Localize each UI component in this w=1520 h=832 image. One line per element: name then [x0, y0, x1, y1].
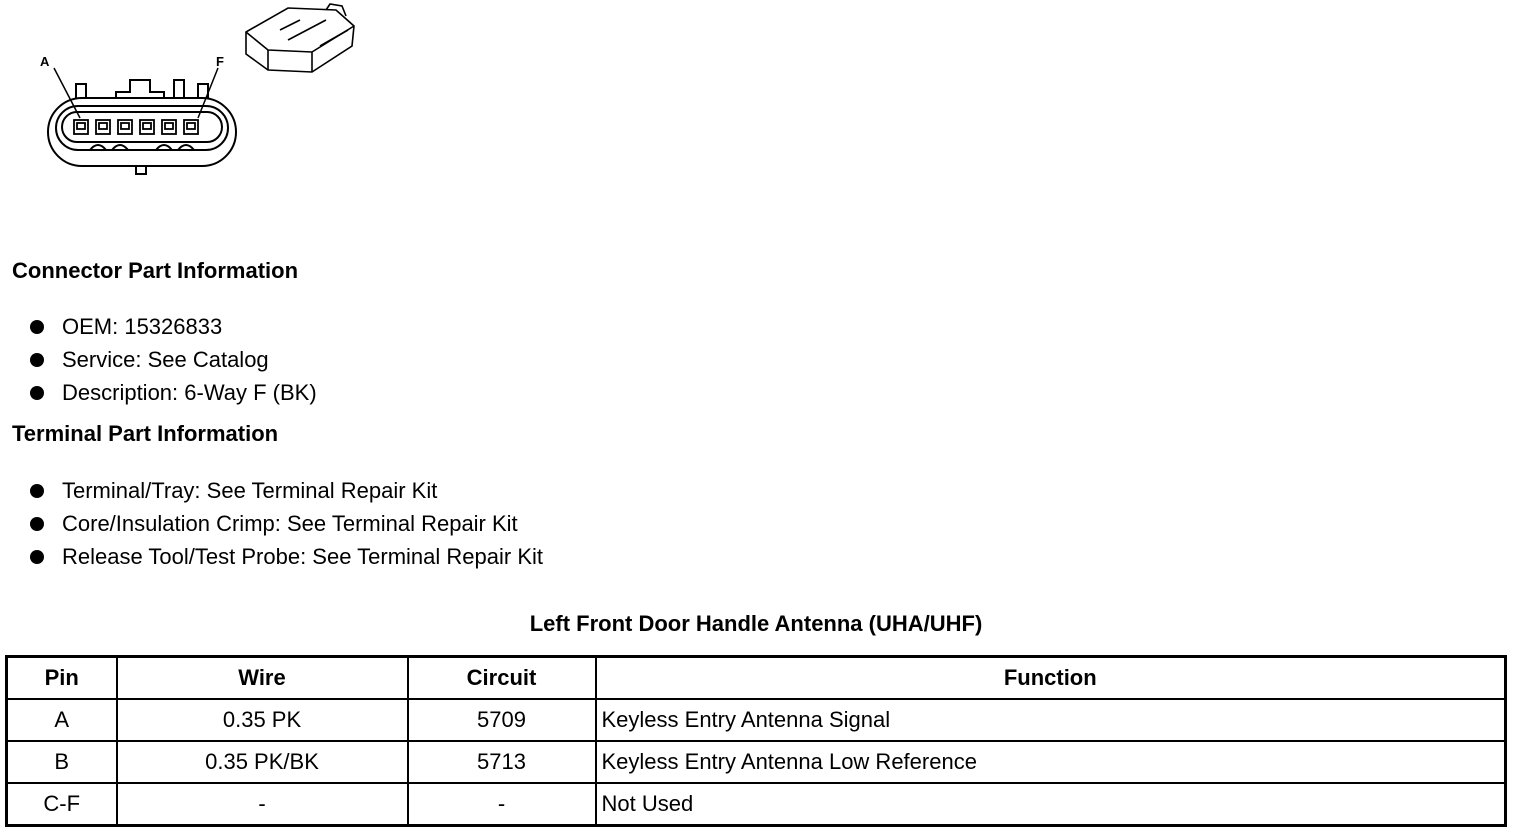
list-item	[30, 376, 317, 409]
terminal-cavity	[74, 120, 88, 134]
list-item-text: Description: 6-Way F (BK)	[62, 380, 317, 405]
table-row	[7, 783, 1506, 826]
header-function: Function	[596, 657, 1506, 700]
bullet-icon	[30, 484, 44, 498]
header-circuit: Circuit	[408, 657, 596, 700]
table-row	[7, 741, 1506, 783]
cell-circuit: 5709	[408, 699, 596, 741]
list-item-text: OEM: 15326833	[62, 314, 223, 339]
table-header-row	[7, 657, 1506, 700]
cell-wire: 0.35 PK/BK	[117, 741, 408, 783]
cell-function: Keyless Entry Antenna Signal	[596, 699, 1506, 741]
cell-wire: 0.35 PK	[117, 699, 408, 741]
list-item	[30, 310, 317, 343]
terminal-cavity-inner	[143, 123, 151, 129]
list-item-text: Terminal/Tray: See Terminal Repair Kit	[62, 478, 438, 503]
connector-part-heading: Connector Part Information	[12, 258, 299, 283]
table-row	[7, 699, 1506, 741]
bullet-icon	[30, 386, 44, 400]
bullet-icon	[30, 353, 44, 367]
cell-function: Keyless Entry Antenna Low Reference	[596, 741, 1506, 783]
terminal-part-heading: Terminal Part Information	[12, 421, 279, 446]
bullet-icon	[30, 550, 44, 564]
bullet-icon	[30, 320, 44, 334]
cell-pin: B	[7, 741, 117, 783]
connector-diagram	[30, 0, 370, 185]
terminal-cavity-inner	[121, 123, 129, 129]
cell-circuit: 5713	[408, 741, 596, 783]
list-item	[30, 540, 543, 573]
header-pin: Pin	[7, 657, 117, 700]
list-item	[30, 507, 543, 540]
connector-isometric-icon	[246, 4, 354, 72]
cell-pin: C-F	[7, 783, 117, 826]
terminal-cavity	[96, 120, 110, 134]
terminal-cavity-inner	[187, 123, 195, 129]
bullet-icon	[30, 517, 44, 531]
list-item-text: Release Tool/Test Probe: See Terminal Repair Kit	[62, 544, 543, 569]
connector-part-list	[30, 310, 317, 409]
cell-circuit: -	[408, 783, 596, 826]
list-item	[30, 343, 317, 376]
terminal-cavity-inner	[77, 123, 85, 129]
pin-table	[5, 655, 1507, 827]
table-title: Left Front Door Handle Antenna (UHA/UHF)	[529, 611, 983, 636]
list-item-text: Service: See Catalog	[62, 347, 269, 372]
list-item	[30, 474, 543, 507]
terminal-part-list	[30, 474, 543, 573]
cell-function: Not Used	[596, 783, 1506, 826]
cell-wire: -	[117, 783, 408, 826]
terminal-cavity-inner	[99, 123, 107, 129]
pin-f-label: F	[216, 54, 224, 69]
cell-pin: A	[7, 699, 117, 741]
pin-a-label: A	[40, 54, 50, 69]
list-item-text: Core/Insulation Crimp: See Terminal Repair Kit	[62, 511, 518, 536]
header-wire: Wire	[117, 657, 408, 700]
terminal-cavity-inner	[165, 123, 173, 129]
